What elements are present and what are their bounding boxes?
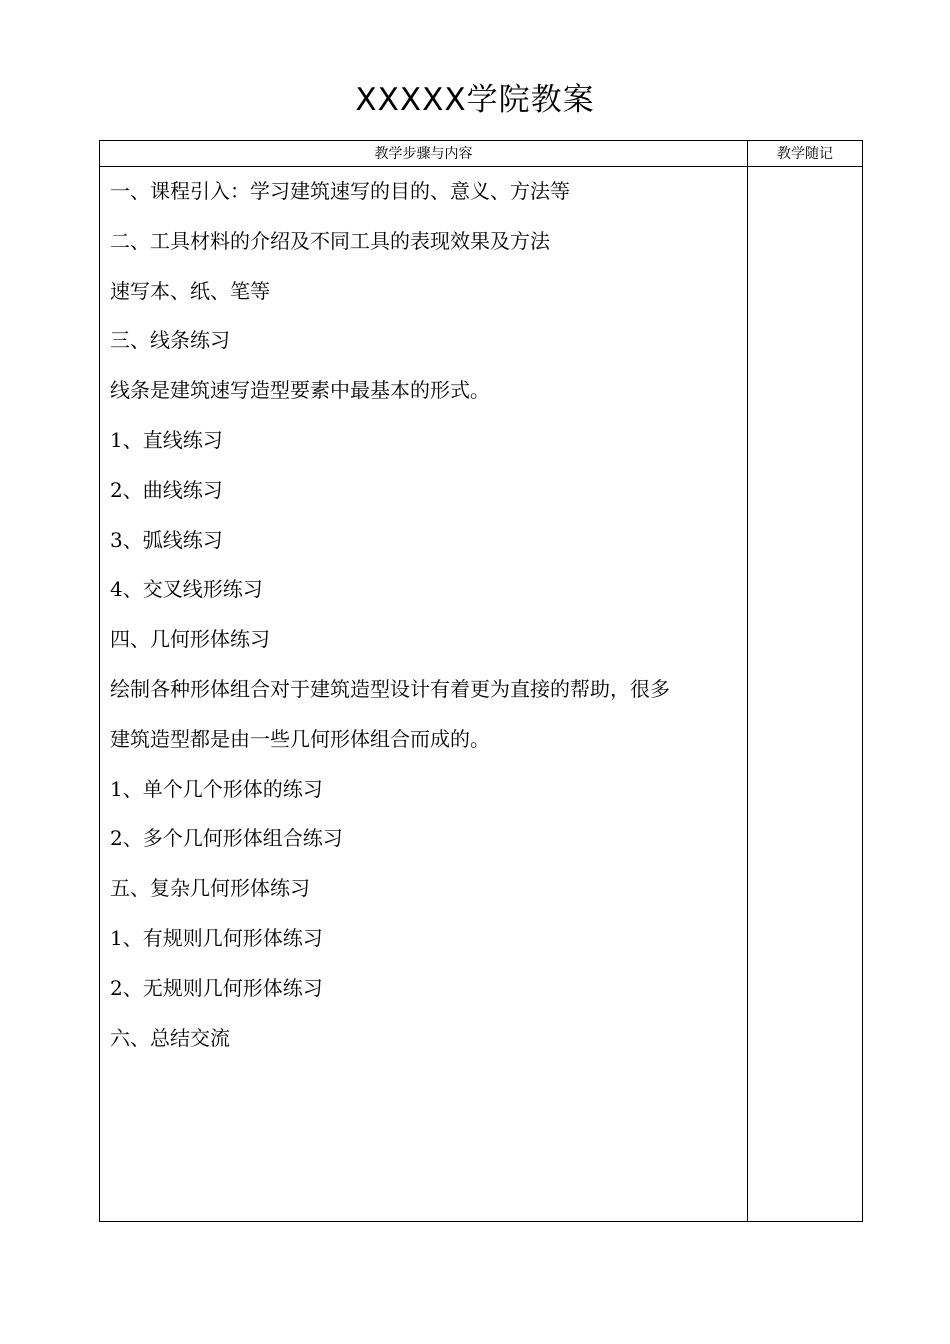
header-steps-and-content: 教学步骤与内容 [374,146,473,162]
content-line: 线条是建筑速写造型要素中最基本的形式。 [110,378,490,403]
content-line: 1、单个几个形体的练习 [110,776,323,801]
steps-content [110,167,740,1063]
content-line: 建筑造型都是由一些几何形体组合而成的。 [110,726,490,751]
content-line: 二、工具材料的介绍及不同工具的表现效果及方法 [110,228,550,253]
content-line: 三、线条练习 [110,328,230,353]
content-line: 六、总结交流 [110,1025,230,1050]
content-line: 速写本、纸、笔等 [110,278,270,303]
content-line: 五、复杂几何形体练习 [110,876,310,901]
content-line: 一、课程引入：学习建筑速写的目的、意义、方法等 [110,179,570,203]
content-line: 3、弧线练习 [110,527,223,552]
teaching-notes-cell [748,167,862,1221]
content-line: 绘制各种形体组合对于建筑造型设计有着更为直接的帮助，很多 [110,676,670,701]
content-line: 1、直线练习 [110,427,223,452]
lesson-plan-table [99,140,863,1222]
content-line: 四、几何形体练习 [110,627,270,652]
content-line: 2、多个几何形体组合练习 [110,826,343,851]
content-line: 2、曲线练习 [110,477,223,502]
header-teaching-notes: 教学随记 [777,146,833,162]
content-line: 1、有规则几何形体练习 [110,925,323,950]
document-title: XXXXX学院教案 [355,82,595,118]
content-line: 2、无规则几何形体练习 [110,975,323,1000]
content-line: 4、交叉线形练习 [110,577,263,602]
